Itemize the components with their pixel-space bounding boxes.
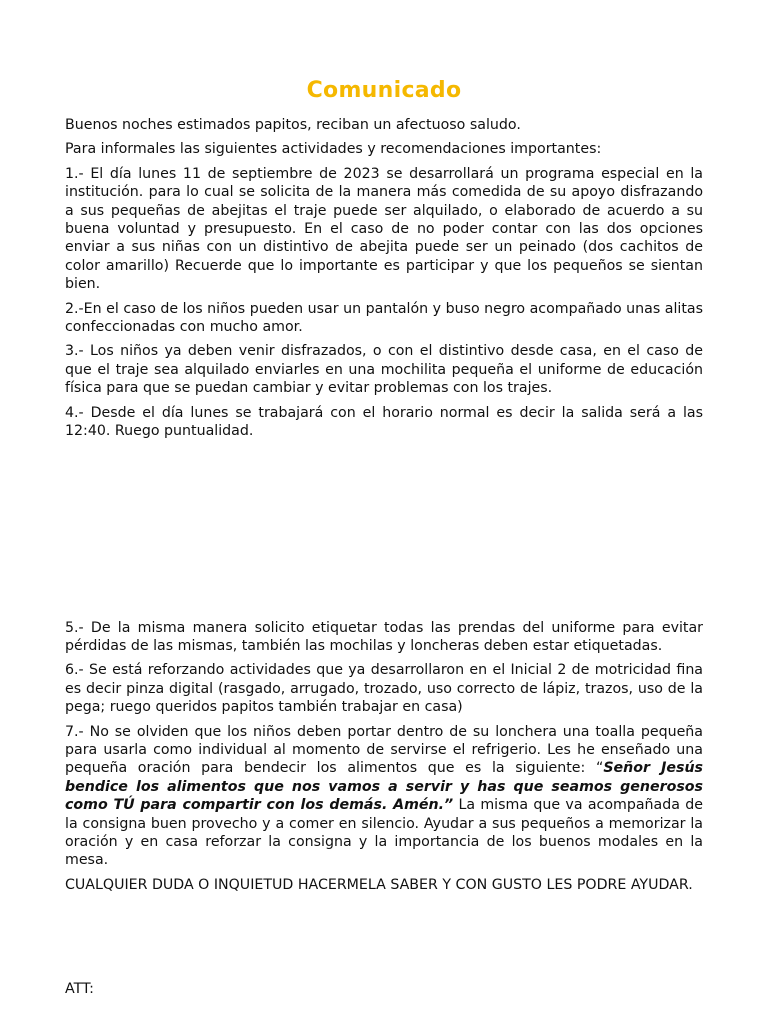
item-2: 2.-En el caso de los niños pueden usar un pantalón y buso negro acompañado unas alitas confeccionadas con mucho amor. (65, 300, 703, 336)
greeting-paragraph: Buenos noches estimados papitos, reciban un afectuoso saludo. (65, 117, 521, 133)
document-title: Comunicado (306, 78, 462, 103)
item-6: 6.- Se está reforzando actividades que ya desarrollaron en el Inicial 2 de motricidad fina es decir pinza digital (rasgado, arrugado, trozado, uso correcto de lápiz, trazos, uso de la pega; ruego queridos papitos también trabajar en casa) (65, 662, 703, 716)
closing-paragraph: CUALQUIER DUDA O INQUIETUD HACERMELA SABER Y CON GUSTO LES PODRE AYUDAR. (65, 876, 693, 893)
prayer-text: Señor Jesús bendice los alimentos que nos vamos a servir y has que seamos generosos como TÚ para compartir con los demás. Amén.” (65, 760, 703, 814)
item-1: 1.- El día lunes 11 de septiembre de 2023 se desarrollará un programa especial en la institución. para lo cual se solicita de la manera más comedida de su apoyo disfrazando a sus pequeñas de abejitas el traje puede ser alquilado, o elaborado de acuerdo a su buena voluntad y presupuesto. En el caso de no poder contar con las dos opciones enviar a sus niñas con un distintivo de abejita puede ser un peinado (dos cachitos de color amarillo) Recuerde que lo importante es participar y que los pequeños se sientan bien. (65, 165, 703, 293)
page-gap (65, 447, 703, 619)
item-3: 3.- Los niños ya deben venir disfrazados, o con el distintivo desde casa, en el caso de que el traje sea alquilado enviarles en una mochilita pequeña el uniforme de educación física para que se puedan cambiar y evitar problemas con los trajes. (65, 343, 703, 397)
att-signature-label: ATT: (65, 981, 94, 997)
item-7-text-after: La misma que va acompañada de la consigna buen provecho y a comer en silencio. Ayudar a sus pequeños a memorizar la oración y en casa reforzar la consigna y la importancia de los buenos modales en la mesa. (65, 797, 703, 869)
item-7 (65, 723, 703, 870)
item-5: 5.- De la misma manera solicito etiquetar todas las prendas del uniforme para evitar pérdidas de las mismas, también las mochilas y loncheras deben estar etiquetadas. (65, 619, 703, 654)
item-7-text-before: 7.- No se olviden que los niños deben portar dentro de su lonchera una toalla pequeña para usarla como individual al momento de servirse el refrigerio. Les he enseñado una pequeña oración para bendecir los alimentos que es la siguiente: “ (65, 723, 703, 777)
intro-paragraph: Para informales las siguientes actividades y recomendaciones importantes: (65, 141, 602, 158)
document-body (65, 76, 703, 900)
item-4: 4.- Desde el día lunes se trabajará con el horario normal es decir la salida será a las 12:40. Ruego puntualidad. (65, 404, 703, 440)
